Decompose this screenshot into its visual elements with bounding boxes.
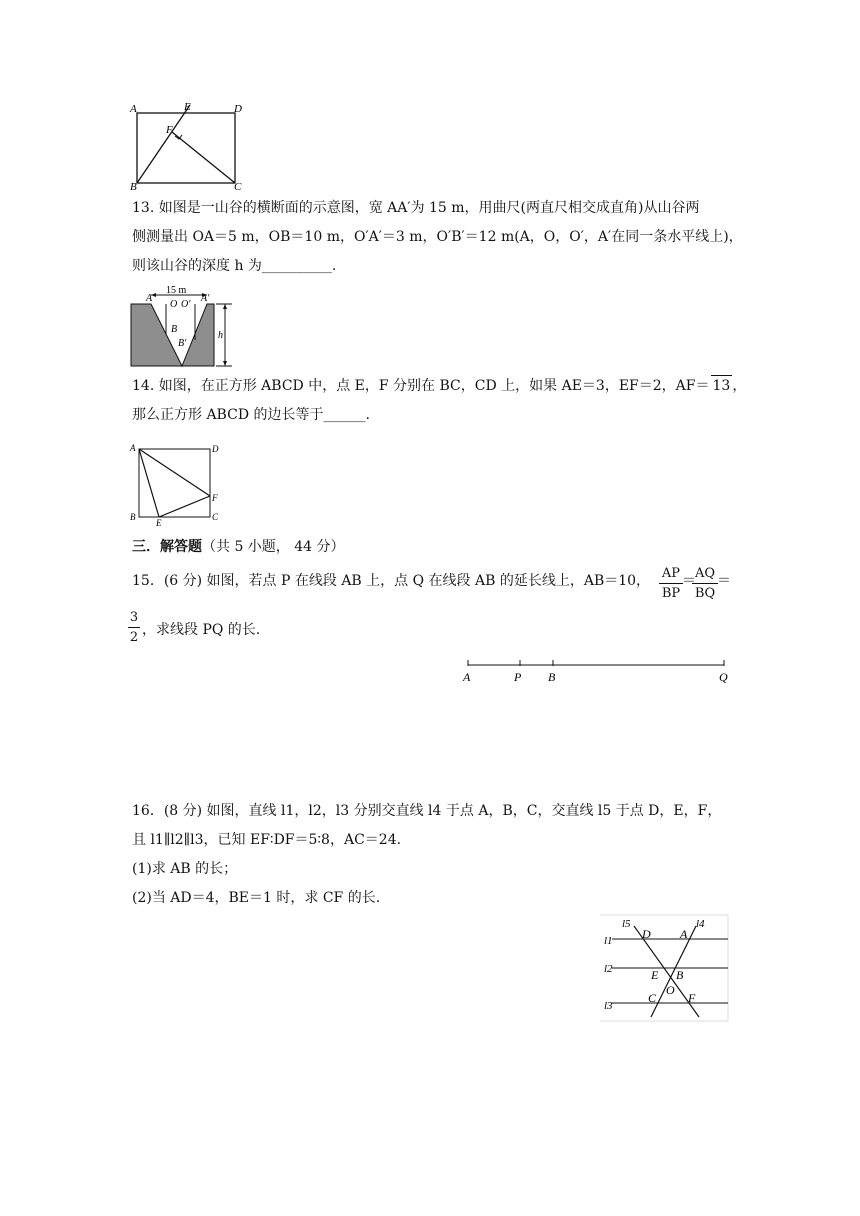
label-D: D <box>642 927 651 941</box>
label-F: F <box>166 124 173 136</box>
segment-figure <box>458 654 740 690</box>
fraction-ap-bp: AP BP <box>659 566 683 601</box>
label-E: E <box>651 968 659 982</box>
label-C: C <box>234 181 242 192</box>
label-D: D <box>212 444 219 454</box>
label-l5: l5 <box>622 918 631 930</box>
equals-sign: ＝ <box>682 573 696 589</box>
rectangle-figure <box>128 98 252 192</box>
label-A: A <box>680 927 688 941</box>
fraction-three-halves: 3 2 <box>129 610 139 645</box>
label-B: B <box>676 968 684 982</box>
fraction-aq-bq: AQ BQ <box>692 566 718 601</box>
q15-line-2: ，求线段 PQ 的长. <box>142 622 261 638</box>
label-A: A <box>130 443 136 453</box>
label-E: E <box>184 101 191 113</box>
label-A: A <box>463 670 471 684</box>
q16-line-4: (2)当 AD＝4，BE＝1 时，求 CF 的长. <box>132 890 381 906</box>
q16-line-2: 且 l1∥l2∥l3，已知 EF∶DF＝5∶8，AC＝24. <box>132 832 402 848</box>
width-label: 15 m <box>166 285 187 296</box>
equals-sign: ＝ <box>717 573 731 589</box>
parallel-lines-figure <box>600 914 730 1022</box>
label-l2: l2 <box>604 963 613 975</box>
label-A-prime: A′ <box>201 293 210 304</box>
label-O: O <box>666 983 675 997</box>
q13-line-3: 则该山谷的深度 h 为__________. <box>132 258 337 274</box>
label-A: A <box>146 293 153 304</box>
sqrt-value: 13 <box>711 375 733 396</box>
label-B: B <box>548 670 556 684</box>
label-O-prime: O′ <box>181 299 191 310</box>
valley-figure <box>128 282 236 372</box>
label-h: h <box>218 330 223 341</box>
square-figure <box>128 440 224 530</box>
section-heading: 三．解答题（共 5 小题， 44 分） <box>132 539 345 555</box>
label-B: B <box>130 181 137 192</box>
label-F: F <box>212 493 218 503</box>
q16-line-3: (1)求 AB 的长； <box>132 861 238 877</box>
label-F: F <box>688 991 696 1005</box>
label-B: B <box>171 324 178 335</box>
label-C: C <box>212 512 219 522</box>
label-l1: l1 <box>604 935 613 947</box>
label-O: O <box>170 299 178 310</box>
label-B-prime: B′ <box>178 338 187 349</box>
label-Q: Q <box>719 670 728 684</box>
label-D: D <box>234 103 242 115</box>
q14-line-1: 14. 如图，在正方形 ABCD 中，点 E，F 分别在 BC，CD 上，如果 AE＝3，EF＝2，AF＝ 13 ， <box>132 375 746 396</box>
label-C: C <box>648 991 657 1005</box>
q15-line-1: 15．(6 分) 如图，若点 P 在线段 AB 上，点 Q 在线段 AB 的延长线上，AB＝10， <box>132 573 651 589</box>
label-B: B <box>130 512 136 522</box>
q16-line-1: 16．(8 分) 如图，直线 l1，l2，l3 分别交直线 l4 于点 A，B，C，交直线 l5 于点 D，E，F， <box>132 803 722 819</box>
label-P: P <box>514 670 522 684</box>
label-E: E <box>156 518 162 528</box>
q14-line-2: 那么正方形 ABCD 的边长等于______. <box>132 407 370 423</box>
label-A: A <box>130 103 137 115</box>
q13-line-2: 侧测量出 OA＝5 m，OB＝10 m，O′A′＝3 m，O′B′＝12 m(A，O，O′，A′在同一条水平线上)， <box>132 229 743 245</box>
label-l3: l3 <box>604 1000 613 1012</box>
q13-line-1: 13. 如图是一山谷的横断面的示意图，宽 AA′为 15 m，用曲尺(两直尺相交成直角)从山谷两 <box>132 200 700 216</box>
label-l4: l4 <box>696 918 705 930</box>
